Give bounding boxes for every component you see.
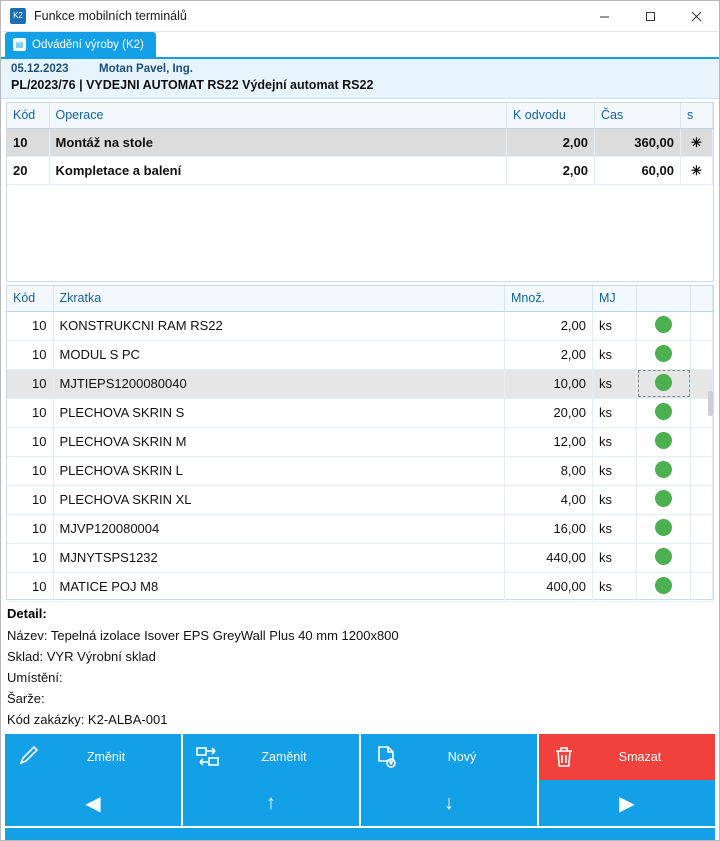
cell-spacer [691, 485, 713, 514]
table-row[interactable] [7, 485, 713, 514]
col-cas[interactable]: Čas [595, 103, 681, 128]
status-dot-icon [655, 345, 672, 362]
cell-mnoz: 10,00 [505, 369, 593, 398]
materials-body [7, 311, 713, 601]
cell-mj: ks [593, 369, 637, 398]
status-badge [637, 572, 691, 601]
new-button[interactable] [361, 734, 539, 780]
close-icon[interactable] [673, 1, 719, 32]
materials-scrollbar[interactable] [708, 391, 713, 416]
cell-mnoz: 20,00 [505, 398, 593, 427]
status-dot-icon [655, 316, 672, 333]
table-row[interactable] [7, 543, 713, 572]
minimize-icon[interactable] [581, 1, 627, 32]
detail-nazev: Název: Tepelná izolace Isover EPS GreyWall Plus 40 mm 1200x800 [7, 628, 399, 643]
cell-kod: 10 [7, 456, 53, 485]
cell-kod: 10 [7, 427, 53, 456]
cell-mj: ks [593, 456, 637, 485]
col-mnoz[interactable]: Množ. [505, 286, 593, 311]
cell-zkratka: KONSTRUKCNI RAM RS22 [53, 311, 505, 340]
swap-icon [193, 745, 223, 769]
cell-mnoz: 12,00 [505, 427, 593, 456]
cell-mj: ks [593, 427, 637, 456]
delete-label: Smazat [618, 750, 662, 764]
cell-kod: 10 [7, 369, 53, 398]
status-badge [637, 543, 691, 572]
table-row[interactable] [7, 427, 713, 456]
status-badge [637, 369, 691, 398]
detail-sarze: Šarže: [7, 691, 45, 706]
arrow-right-icon[interactable]: ▶ [539, 780, 715, 826]
status-badge [637, 456, 691, 485]
cell-zkratka: MJNYTSPS1232 [53, 543, 505, 572]
tab-odvadeni-vyroby[interactable] [5, 32, 156, 57]
cell-mnoz: 440,00 [505, 543, 593, 572]
materials-grid[interactable] [6, 285, 714, 600]
pencil-icon [15, 745, 45, 769]
cell-spacer [691, 543, 713, 572]
detail-umisteni: Umístění: [7, 670, 63, 685]
table-row[interactable] [7, 369, 713, 398]
star-icon[interactable]: ✳ [681, 128, 713, 156]
delete-button[interactable] [539, 734, 715, 780]
cell-zkratka: PLECHOVA SKRIN L [53, 456, 505, 485]
table-row[interactable] [7, 572, 713, 601]
col-k-odvodu[interactable]: K odvodu [507, 103, 595, 128]
status-dot-icon [655, 461, 672, 478]
status-badge [637, 427, 691, 456]
cell-kod: 10 [7, 514, 53, 543]
operations-empty-area [7, 185, 713, 282]
arrow-up-icon[interactable]: ↑ [183, 780, 361, 826]
cell-mj: ks [593, 340, 637, 369]
cell-cas: 360,00 [595, 128, 681, 156]
table-row[interactable] [7, 514, 713, 543]
new-document-icon [371, 745, 401, 769]
swap-label: Zaměnit [261, 750, 307, 764]
cell-kod: 20 [7, 156, 49, 184]
cell-kod: 10 [7, 340, 53, 369]
cell-zkratka: MJVP120080004 [53, 514, 505, 543]
table-row[interactable] [7, 311, 713, 340]
col-operace[interactable]: Operace [49, 103, 507, 128]
table-row[interactable] [7, 398, 713, 427]
cell-zkratka: PLECHOVA SKRIN M [53, 427, 505, 456]
col-status[interactable] [637, 286, 691, 311]
cell-operace: Kompletace a balení [49, 156, 507, 184]
new-label: Nový [447, 750, 477, 764]
cell-operace: Montáž na stole [49, 128, 507, 156]
title-bar [1, 1, 719, 32]
cell-spacer [691, 514, 713, 543]
trash-icon [549, 745, 579, 769]
cell-k-odvodu: 2,00 [507, 128, 595, 156]
cell-zkratka: PLECHOVA SKRIN XL [53, 485, 505, 514]
cell-kod: 10 [7, 311, 53, 340]
col-zkratka[interactable]: Zkratka [53, 286, 505, 311]
cell-k-odvodu: 2,00 [507, 156, 595, 184]
cell-spacer [691, 572, 713, 601]
swap-button[interactable] [183, 734, 361, 780]
header-date: 05.12.2023 [11, 63, 69, 75]
table-row[interactable] [7, 156, 713, 184]
detail-kod-zakazky: Kód zakázky: K2-ALBA-001 [7, 712, 168, 727]
cell-zkratka: MJTIEPS1200080040 [53, 369, 505, 398]
cell-mj: ks [593, 485, 637, 514]
cell-mnoz: 2,00 [505, 340, 593, 369]
cell-mnoz: 400,00 [505, 572, 593, 601]
operations-grid[interactable] [6, 102, 714, 282]
detail-sklad: Sklad: VYR Výrobní sklad [7, 649, 156, 664]
cell-zkratka: PLECHOVA SKRIN S [53, 398, 505, 427]
action-bar [5, 734, 715, 780]
detail-panel [1, 602, 719, 734]
window-title: Funkce mobilních terminálů [34, 9, 187, 23]
status-badge [637, 485, 691, 514]
cell-mj: ks [593, 572, 637, 601]
cell-mj: ks [593, 514, 637, 543]
change-button[interactable] [5, 734, 183, 780]
operations-header-row [7, 103, 713, 128]
change-label: Změnit [86, 750, 126, 764]
status-badge [637, 514, 691, 543]
cell-kod: 10 [7, 572, 53, 601]
cell-mnoz: 16,00 [505, 514, 593, 543]
cell-kod: 10 [7, 128, 49, 156]
col-s[interactable]: s [681, 103, 713, 128]
cell-mj: ks [593, 543, 637, 572]
navigation-bar [5, 780, 715, 826]
table-row[interactable] [7, 456, 713, 485]
header-person: Motan Pavel, Ing. [99, 63, 193, 75]
status-dot-icon [655, 490, 672, 507]
maximize-icon[interactable] [627, 1, 673, 32]
status-dot-icon [655, 374, 672, 391]
status-dot-icon [655, 548, 672, 565]
status-dot-icon [655, 577, 672, 594]
cell-kod: 10 [7, 543, 53, 572]
status-dot-icon [655, 432, 672, 449]
cell-kod: 10 [7, 485, 53, 514]
table-row[interactable] [7, 340, 713, 369]
header-document: PL/2023/76 | VYDEJNI AUTOMAT RS22 Výdejní automat RS22 [11, 78, 374, 92]
materials-header-row [7, 286, 713, 311]
tab-strip [1, 32, 719, 59]
cell-mnoz: 4,00 [505, 485, 593, 514]
cell-mj: ks [593, 311, 637, 340]
app-icon: K2 [10, 8, 26, 24]
star-icon[interactable]: ✳ [681, 156, 713, 184]
arrow-left-icon[interactable]: ◀ [5, 780, 183, 826]
cell-spacer [691, 427, 713, 456]
col-kod[interactable]: Kód [7, 103, 49, 128]
cell-mj: ks [593, 398, 637, 427]
status-badge [637, 398, 691, 427]
header-info [1, 59, 719, 99]
document-icon: ▤ [13, 38, 26, 51]
status-badge [637, 340, 691, 369]
status-badge [637, 311, 691, 340]
cell-zkratka: MATICE POJ M8 [53, 572, 505, 601]
arrow-down-icon[interactable]: ↓ [361, 780, 539, 826]
table-row[interactable] [7, 128, 713, 156]
status-dot-icon [655, 403, 672, 420]
cell-spacer [691, 311, 713, 340]
tab-label: Odvádění výroby (K2) [32, 38, 144, 51]
col-spacer [691, 286, 713, 311]
cell-spacer [691, 340, 713, 369]
bottom-strip [5, 828, 715, 840]
cell-spacer [691, 456, 713, 485]
status-dot-icon [655, 519, 672, 536]
cell-cas: 60,00 [595, 156, 681, 184]
col-kod[interactable]: Kód [7, 286, 53, 311]
window-controls [581, 1, 719, 32]
cell-mnoz: 2,00 [505, 311, 593, 340]
cell-kod: 10 [7, 398, 53, 427]
cell-mnoz: 8,00 [505, 456, 593, 485]
cell-zkratka: MODUL S PC [53, 340, 505, 369]
col-mj[interactable]: MJ [593, 286, 637, 311]
detail-title: Detail: [7, 606, 47, 621]
